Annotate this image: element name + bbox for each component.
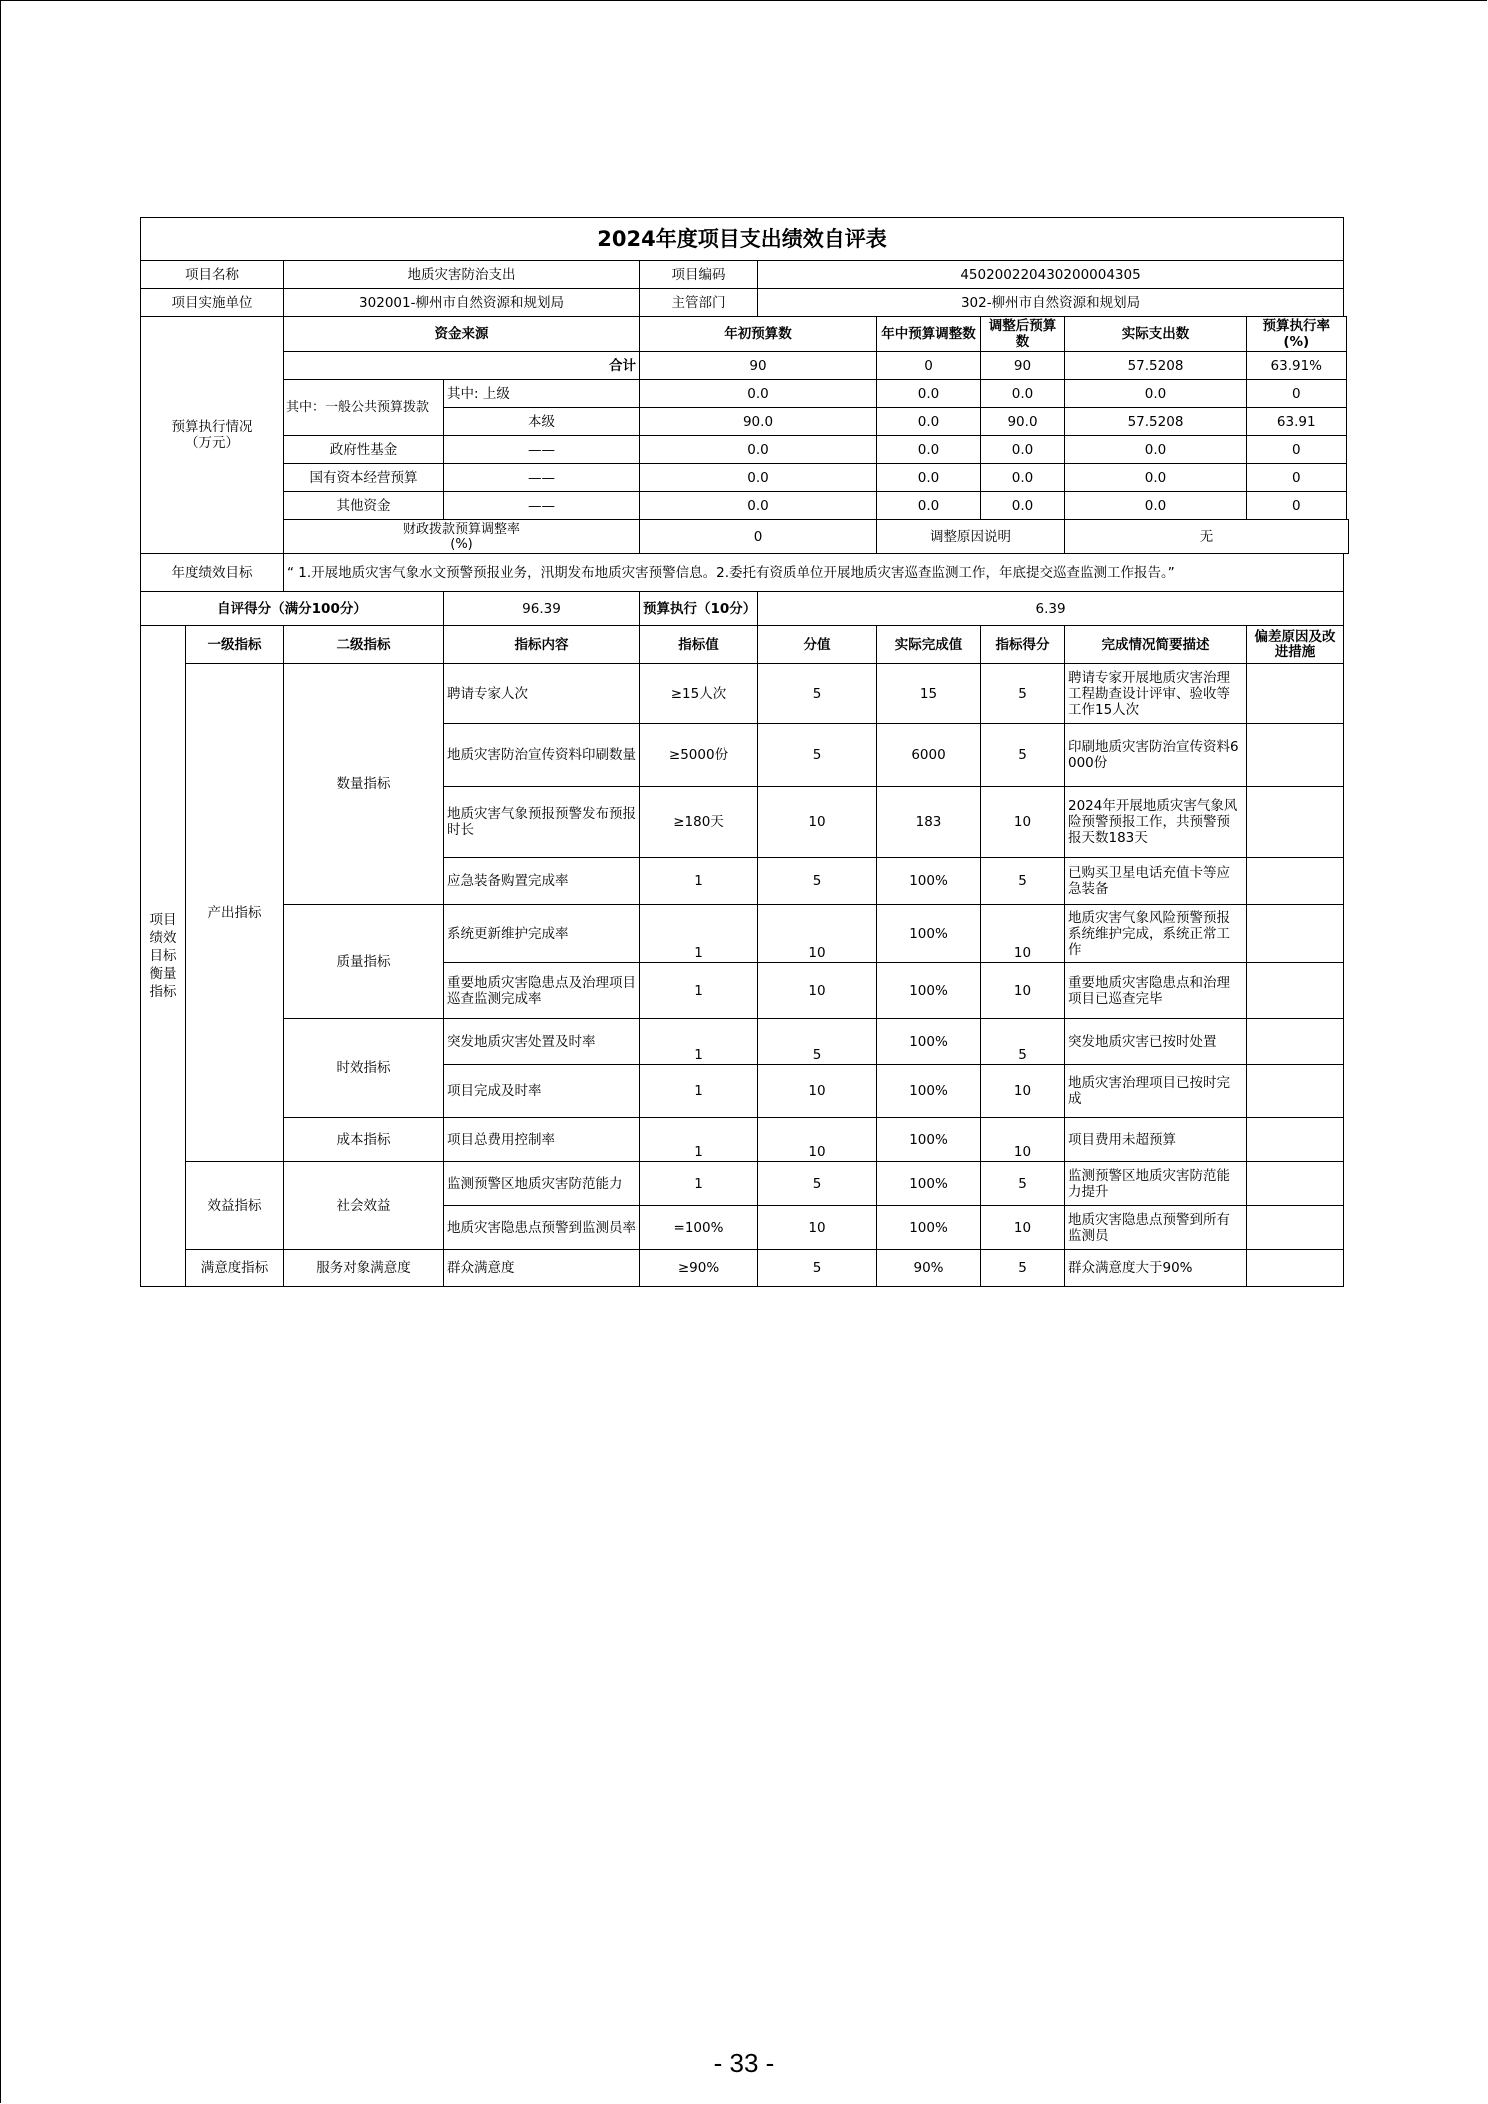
form-title: 2024年度项目支出绩效自评表: [141, 218, 1344, 261]
page-number: - 33 -: [713, 2048, 775, 2078]
indicator-content: 系统更新维护完成率: [444, 905, 640, 963]
budget-header-actual: 实际支出数: [1065, 317, 1247, 352]
indicator-desc: 印刷地质灾害防治宣传资料6000份: [1065, 724, 1247, 787]
indicator-score: 5: [981, 1162, 1065, 1206]
upper-rate: 0: [1247, 380, 1347, 408]
indicator-target: ≥180天: [640, 787, 758, 858]
indicator-content: 群众满意度: [444, 1250, 640, 1287]
evaluation-form: [140, 217, 1349, 1287]
indicator-target: ≥90%: [640, 1250, 758, 1287]
l2-quantity: 数量指标: [284, 664, 444, 905]
self-score-value: 96.39: [444, 592, 640, 626]
indicator-target: 1: [640, 963, 758, 1019]
local-rate: 63.91: [1247, 408, 1347, 436]
budget-header-rate: 预算执行率(%): [1247, 317, 1347, 352]
indicator-score: 5: [981, 724, 1065, 787]
budget-exec-label: 预算执行（10分）: [640, 592, 758, 626]
l1-satisfaction: 满意度指标: [186, 1250, 284, 1287]
indicator-desc: 突发地质灾害已按时处置: [1065, 1019, 1247, 1065]
indicator-deviation: [1247, 1206, 1344, 1250]
indicator-actual: 100%: [877, 905, 981, 963]
total-adjust: 0: [877, 352, 981, 380]
budget-header-init: 年初预算数: [640, 317, 877, 352]
indicator-points: 5: [758, 1250, 877, 1287]
indicator-deviation: [1247, 963, 1344, 1019]
indicator-deviation: [1247, 664, 1344, 724]
local-adjusted: 90.0: [981, 408, 1065, 436]
indicator-content: 地质灾害防治宣传资料印刷数量: [444, 724, 640, 787]
indicator-actual: 15: [877, 664, 981, 724]
indicator-points: 10: [758, 1065, 877, 1118]
indicator-points: 5: [758, 664, 877, 724]
indicator-desc: 地质灾害治理项目已按时完成: [1065, 1065, 1247, 1118]
ind-header-deviation: 偏差原因及改进措施: [1247, 626, 1344, 664]
other-fund-actual: 0.0: [1065, 492, 1247, 520]
self-score-label: 自评得分（满分100分）: [141, 592, 444, 626]
indicator-target: 1: [640, 1019, 758, 1065]
gov-fund-actual: 0.0: [1065, 436, 1247, 464]
indicator-desc: 项目费用未超预算: [1065, 1118, 1247, 1162]
indicator-score: 5: [981, 1250, 1065, 1287]
upper-adjusted: 0.0: [981, 380, 1065, 408]
project-code-label: 项目编码: [640, 261, 758, 289]
indicator-actual: 100%: [877, 858, 981, 905]
ind-header-l1: 一级指标: [186, 626, 284, 664]
indicator-target: 1: [640, 858, 758, 905]
indicator-points: 10: [758, 1206, 877, 1250]
indicator-desc: 群众满意度大于90%: [1065, 1250, 1247, 1287]
indicator-points: 10: [758, 963, 877, 1019]
upper-adjust: 0.0: [877, 380, 981, 408]
indicator-score: 10: [981, 1118, 1065, 1162]
total-rate: 63.91%: [1247, 352, 1347, 380]
indicator-target: =100%: [640, 1206, 758, 1250]
state-capital-label: 国有资本经营预算: [284, 464, 444, 492]
indicator-content: 项目完成及时率: [444, 1065, 640, 1118]
indicator-desc: 2024年开展地质灾害气象风险预警预报工作，共预警预报天数183天: [1065, 787, 1247, 858]
general-budget-label: 其中：一般公共预算拨款: [284, 380, 444, 436]
total-label: 合计: [284, 352, 640, 380]
indicator-actual: 183: [877, 787, 981, 858]
budget-exec-value: 6.39: [758, 592, 1344, 626]
indicator-content: 突发地质灾害处置及时率: [444, 1019, 640, 1065]
annual-goal-label: 年度绩效目标: [141, 554, 284, 592]
indicator-score: 10: [981, 787, 1065, 858]
indicator-deviation: [1247, 1162, 1344, 1206]
project-unit-label: 项目实施单位: [141, 289, 284, 317]
ind-header-actual: 实际完成值: [877, 626, 981, 664]
indicator-points: 5: [758, 724, 877, 787]
other-fund-rate: 0: [1247, 492, 1347, 520]
indicator-desc: 地质灾害气象风险预警预报系统维护完成，系统正常工作: [1065, 905, 1247, 963]
local-adjust: 0.0: [877, 408, 981, 436]
indicator-deviation: [1247, 787, 1344, 858]
indicator-deviation: [1247, 1118, 1344, 1162]
performance-table: [140, 217, 1349, 1287]
indicator-desc: 地质灾害隐患点预警到所有监测员: [1065, 1206, 1247, 1250]
indicator-target: 1: [640, 1065, 758, 1118]
state-capital-rate: 0: [1247, 464, 1347, 492]
ind-header-score: 指标得分: [981, 626, 1065, 664]
indicator-deviation: [1247, 724, 1344, 787]
budget-header-adjusted: 调整后预算数: [981, 317, 1065, 352]
other-fund-dash: ——: [444, 492, 640, 520]
l2-service: 服务对象满意度: [284, 1250, 444, 1287]
indicator-side-label: 项目 绩效 目标 衡量 指标: [141, 626, 186, 1287]
indicator-score: 10: [981, 905, 1065, 963]
annual-goal-text: “ 1.开展地质灾害气象水文预警预报业务，汛期发布地质灾害预警信息。2.委托有资质单位开展地质灾害巡查监测工作，年底提交巡查监测工作报告。”: [284, 554, 1344, 592]
indicator-deviation: [1247, 858, 1344, 905]
indicator-actual: 100%: [877, 1019, 981, 1065]
indicator-target: 1: [640, 905, 758, 963]
indicator-desc: 监测预警区地质灾害防范能力提升: [1065, 1162, 1247, 1206]
upper-actual: 0.0: [1065, 380, 1247, 408]
indicator-actual: 6000: [877, 724, 981, 787]
dept: 302-柳州市自然资源和规划局: [758, 289, 1344, 317]
l2-time: 时效指标: [284, 1019, 444, 1118]
indicator-deviation: [1247, 1250, 1344, 1287]
state-capital-init: 0.0: [640, 464, 877, 492]
ind-header-l2: 二级指标: [284, 626, 444, 664]
indicator-deviation: [1247, 1019, 1344, 1065]
indicator-content: 重要地质灾害隐患点及治理项目巡查监测完成率: [444, 963, 640, 1019]
state-capital-actual: 0.0: [1065, 464, 1247, 492]
indicator-content: 地质灾害气象预报预警发布预报时长: [444, 787, 640, 858]
indicator-content: 聘请专家人次: [444, 664, 640, 724]
gov-fund-adjust: 0.0: [877, 436, 981, 464]
indicator-score: 10: [981, 1065, 1065, 1118]
gov-fund-rate: 0: [1247, 436, 1347, 464]
adjust-reason: 无: [1065, 520, 1349, 554]
budget-header-source: 资金来源: [284, 317, 640, 352]
budget-header-adjust: 年中预算调整数: [877, 317, 981, 352]
local-label: 本级: [444, 408, 640, 436]
indicator-content: 监测预警区地质灾害防范能力: [444, 1162, 640, 1206]
indicator-points: 5: [758, 858, 877, 905]
indicator-content: 地质灾害隐患点预警到监测员率: [444, 1206, 640, 1250]
other-fund-adjusted: 0.0: [981, 492, 1065, 520]
other-fund-label: 其他资金: [284, 492, 444, 520]
indicator-points: 5: [758, 1162, 877, 1206]
l2-cost: 成本指标: [284, 1118, 444, 1162]
indicator-deviation: [1247, 1065, 1344, 1118]
indicator-target: 1: [640, 1118, 758, 1162]
adjust-rate-label: 财政拨款预算调整率 (%): [284, 520, 640, 554]
indicator-actual: 90%: [877, 1250, 981, 1287]
adjust-reason-label: 调整原因说明: [877, 520, 1065, 554]
indicator-points: 10: [758, 905, 877, 963]
l1-benefit: 效益指标: [186, 1162, 284, 1250]
project-name: 地质灾害防治支出: [284, 261, 640, 289]
local-init: 90.0: [640, 408, 877, 436]
ind-header-content: 指标内容: [444, 626, 640, 664]
ind-header-target: 指标值: [640, 626, 758, 664]
indicator-score: 5: [981, 858, 1065, 905]
total-init: 90: [640, 352, 877, 380]
upper-label: 其中: 上级: [444, 380, 640, 408]
indicator-target: 1: [640, 1162, 758, 1206]
indicator-points: 10: [758, 787, 877, 858]
l2-quality: 质量指标: [284, 905, 444, 1019]
gov-fund-label: 政府性基金: [284, 436, 444, 464]
l2-social: 社会效益: [284, 1162, 444, 1250]
indicator-actual: 100%: [877, 963, 981, 1019]
project-unit: 302001-柳州市自然资源和规划局: [284, 289, 640, 317]
indicator-actual: 100%: [877, 1206, 981, 1250]
dept-label: 主管部门: [640, 289, 758, 317]
ind-header-points: 分值: [758, 626, 877, 664]
upper-init: 0.0: [640, 380, 877, 408]
gov-fund-dash: ——: [444, 436, 640, 464]
budget-section-label: 预算执行情况 （万元）: [141, 317, 284, 554]
total-adjusted: 90: [981, 352, 1065, 380]
indicator-score: 5: [981, 1019, 1065, 1065]
l1-output: 产出指标: [186, 664, 284, 1162]
indicator-desc: 已购买卫星电话充值卡等应急装备: [1065, 858, 1247, 905]
project-name-label: 项目名称: [141, 261, 284, 289]
project-code: 450200220430200004305: [758, 261, 1344, 289]
indicator-target: ≥5000份: [640, 724, 758, 787]
gov-fund-adjusted: 0.0: [981, 436, 1065, 464]
indicator-content: 项目总费用控制率: [444, 1118, 640, 1162]
indicator-target: ≥15人次: [640, 664, 758, 724]
indicator-desc: 聘请专家开展地质灾害治理工程勘查设计评审、验收等工作15人次: [1065, 664, 1247, 724]
indicator-deviation: [1247, 905, 1344, 963]
indicator-desc: 重要地质灾害隐患点和治理项目已巡查完毕: [1065, 963, 1247, 1019]
other-fund-init: 0.0: [640, 492, 877, 520]
state-capital-dash: ——: [444, 464, 640, 492]
indicator-score: 10: [981, 1206, 1065, 1250]
other-fund-adjust: 0.0: [877, 492, 981, 520]
ind-header-desc: 完成情况简要描述: [1065, 626, 1247, 664]
adjust-rate-value: 0: [640, 520, 877, 554]
gov-fund-init: 0.0: [640, 436, 877, 464]
indicator-score: 10: [981, 963, 1065, 1019]
indicator-actual: 100%: [877, 1065, 981, 1118]
indicator-score: 5: [981, 664, 1065, 724]
indicator-content: 应急装备购置完成率: [444, 858, 640, 905]
state-capital-adjust: 0.0: [877, 464, 981, 492]
state-capital-adjusted: 0.0: [981, 464, 1065, 492]
local-actual: 57.5208: [1065, 408, 1247, 436]
indicator-actual: 100%: [877, 1162, 981, 1206]
indicator-points: 10: [758, 1118, 877, 1162]
indicator-actual: 100%: [877, 1118, 981, 1162]
indicator-points: 5: [758, 1019, 877, 1065]
total-actual: 57.5208: [1065, 352, 1247, 380]
